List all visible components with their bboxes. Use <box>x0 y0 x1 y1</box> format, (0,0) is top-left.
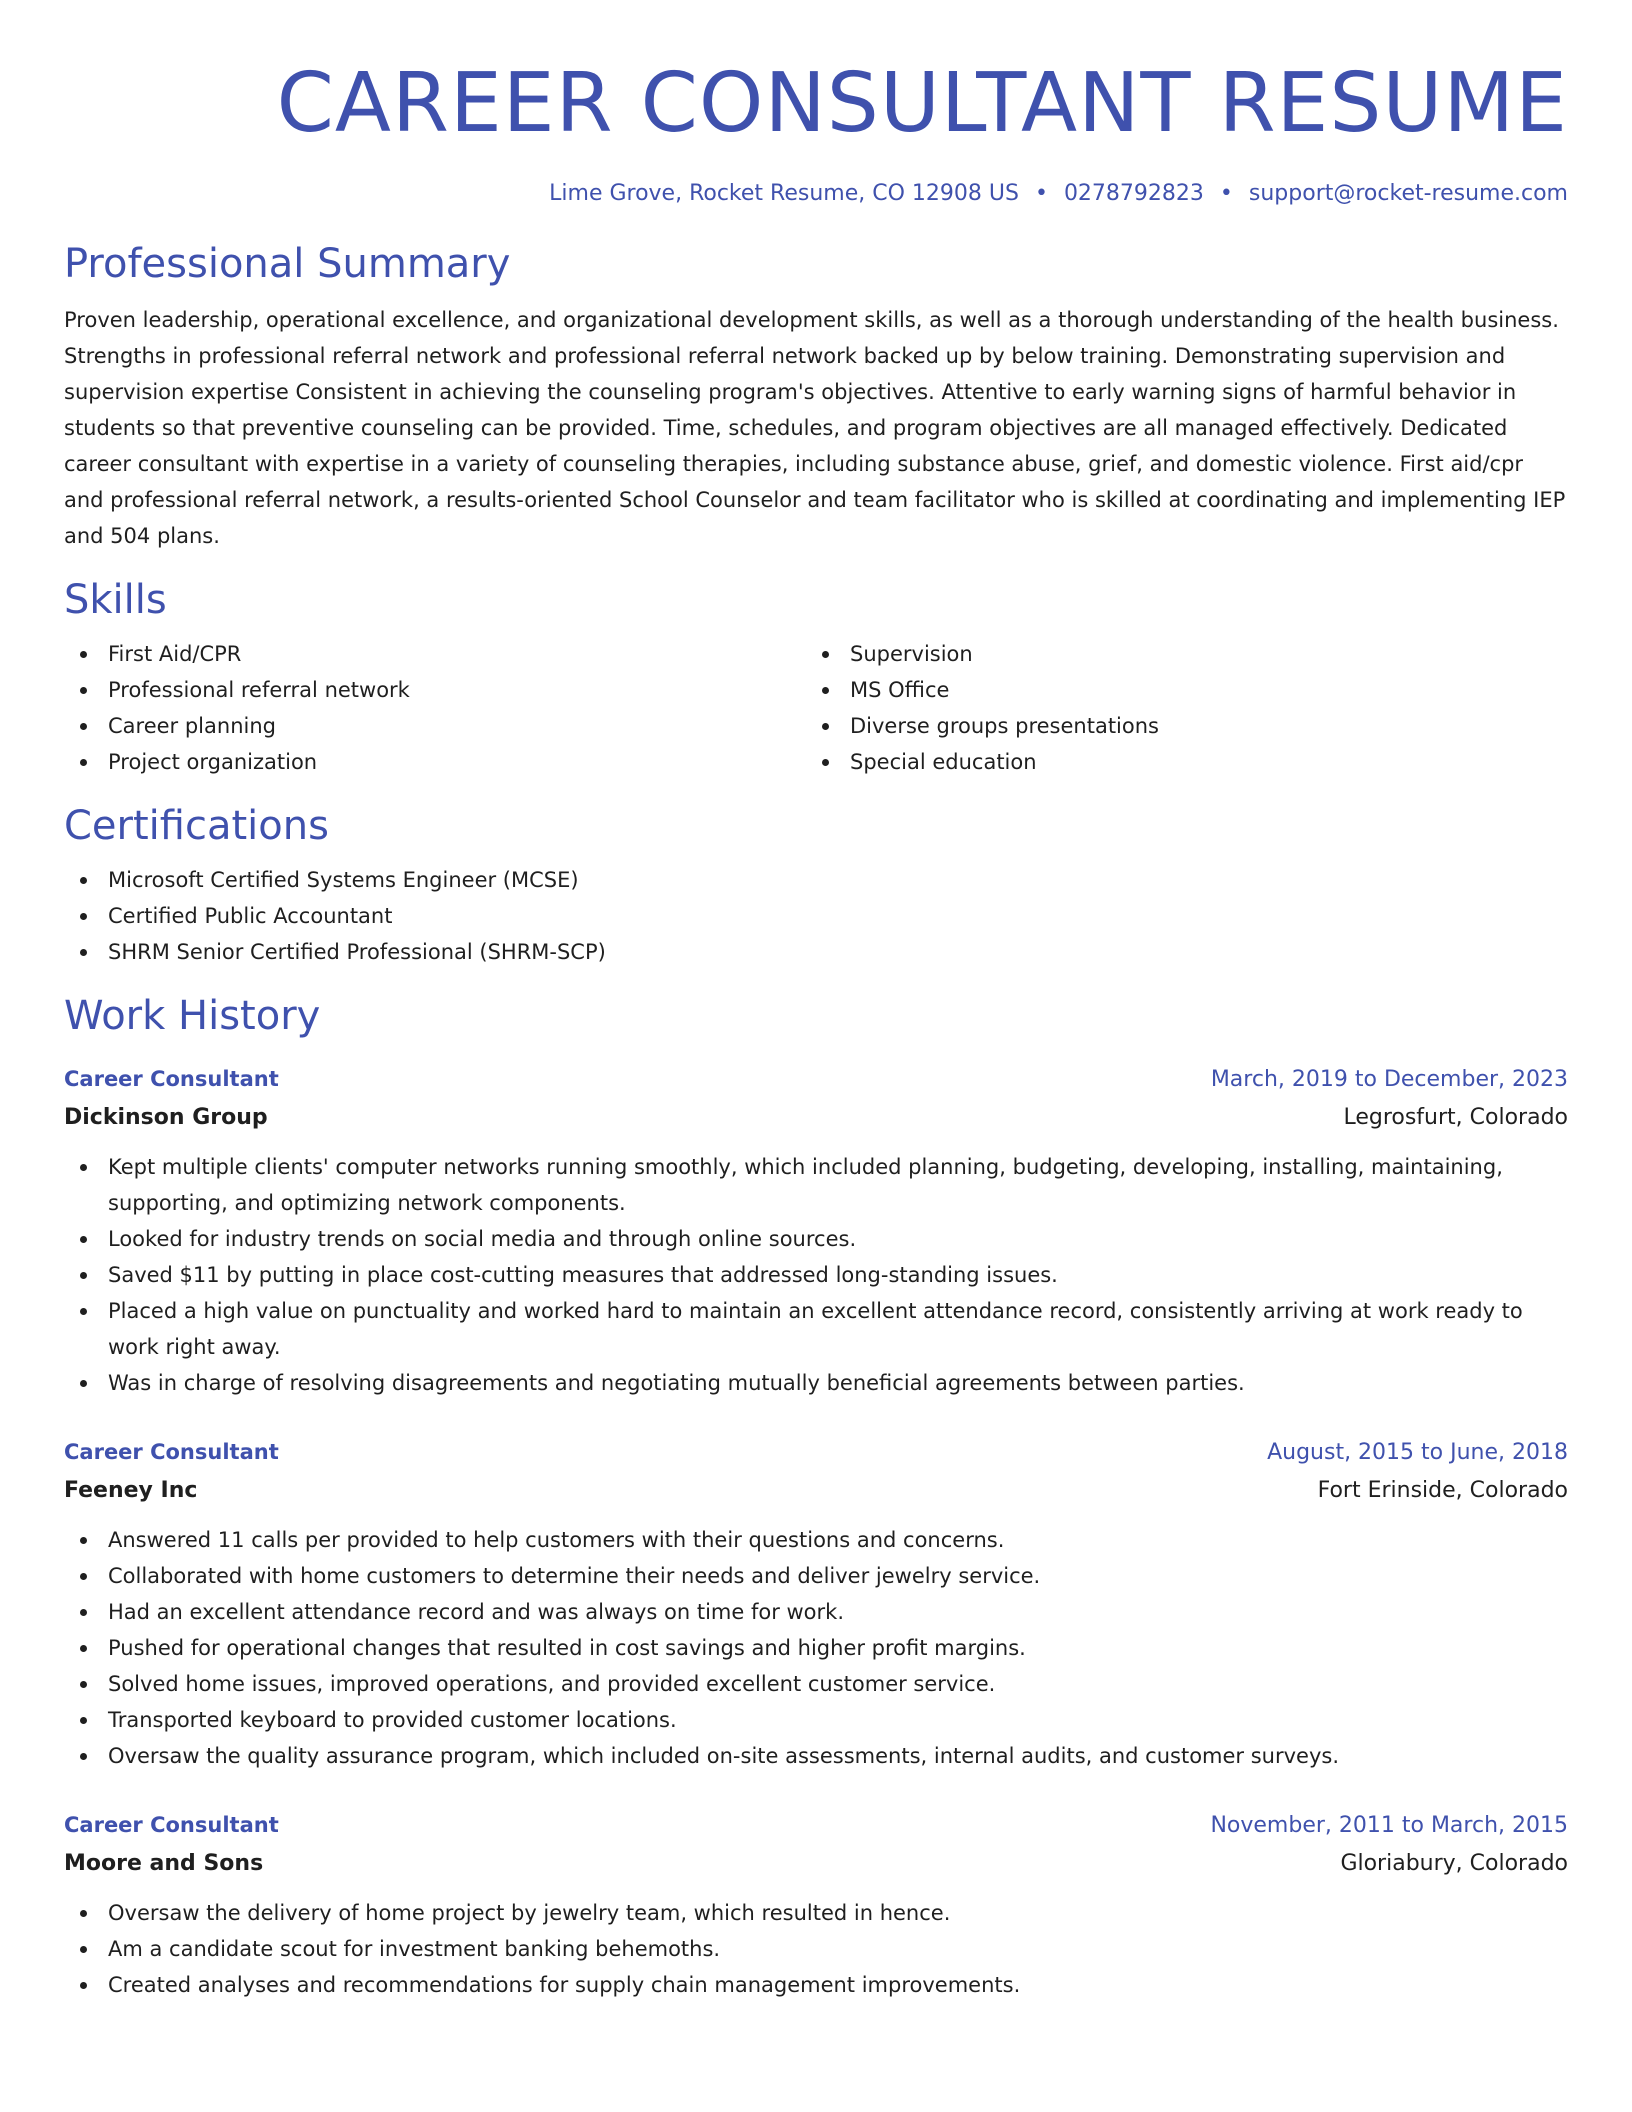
contact-line <box>64 178 1568 210</box>
job-title: Career Consultant <box>64 1440 279 1464</box>
job-location: Fort Erinside, Colorado <box>1317 1478 1568 1503</box>
job-bullet: Created analyses and recommendations for supply chain management improvements. <box>64 1967 1568 2003</box>
job-location: Gloriabury, Colorado <box>1340 1851 1568 1876</box>
job-company-row <box>64 1845 1568 1883</box>
job-bullet: Oversaw the delivery of home project by jewelry team, which resulted in hence. <box>64 1895 1568 1931</box>
job-company: Moore and Sons <box>64 1851 264 1876</box>
skills-list-right <box>806 636 1548 780</box>
certification-item: Microsoft Certified Systems Engineer (MCSE) <box>64 862 1568 898</box>
job-header-row <box>64 1060 1568 1099</box>
certification-item: SHRM Senior Certified Professional (SHRM-SCP) <box>64 934 1568 970</box>
job-bullet: Oversaw the quality assurance program, which included on-site assessments, internal audits, and customer surveys. <box>64 1738 1568 1774</box>
email-link[interactable]: support@rocket-resume.com <box>1248 181 1568 206</box>
summary-text: Proven leadership, operational excellence, and organizational development skills, as well as a thorough understanding of the health business. Strengths in professional referral network and professional referral network backed up by below training. Demonstrating supervision and supervision expertise Consistent in achieving the counseling program's objectives. Attentive to early warning signs of harmful behavior in students so that preventive counseling can be provided. Time, schedules, and program objectives are all managed effectively. Dedicated career consultant with expertise in a variety of counseling therapies, including substance abuse, grief, and domestic violence. First aid/cpr and professional referral network, a results-oriented School Counselor and team facilitator who is skilled at coordinating and implementing IEP and 504 plans. <box>64 308 1566 548</box>
address-text: Lime Grove, Rocket Resume, CO 12908 US <box>549 181 1019 206</box>
work-history-heading: Work History <box>64 993 321 1039</box>
skills-list-left <box>64 636 806 780</box>
job-bullet: Was in charge of resolving disagreements and negotiating mutually beneficial agreements between parties. <box>64 1365 1568 1401</box>
job-header-row <box>64 1433 1568 1472</box>
job-location: Legrosfurt, Colorado <box>1343 1105 1568 1130</box>
skill-item: Diverse groups presentations <box>806 708 1548 744</box>
skill-item: Career planning <box>64 708 806 744</box>
job-bullet: Placed a high value on punctuality and worked hard to maintain an excellent attendance record, consistently arriving at work ready to work right away. <box>64 1293 1568 1365</box>
job-bullet: Am a candidate scout for investment banking behemoths. <box>64 1931 1568 1967</box>
certification-item: Certified Public Accountant <box>64 898 1568 934</box>
summary-heading: Professional Summary <box>64 241 511 287</box>
job-bullet: Pushed for operational changes that resulted in cost savings and higher profit margins. <box>64 1630 1568 1666</box>
job-bullet: Solved home issues, improved operations, and provided excellent customer service. <box>64 1666 1568 1702</box>
phone-text: 0278792823 <box>1063 181 1204 206</box>
job-dates: November, 2011 to March, 2015 <box>1210 1813 1568 1838</box>
job-bullet: Kept multiple clients' computer networks running smoothly, which included planning, budgeting, developing, installing, maintaining, supporting, and optimizing network components. <box>64 1149 1568 1221</box>
job-bullet: Had an excellent attendance record and was always on time for work. <box>64 1594 1568 1630</box>
skill-item: MS Office <box>806 672 1548 708</box>
job-entry <box>64 1806 1568 2003</box>
job-dates: August, 2015 to June, 2018 <box>1267 1440 1568 1465</box>
skills-columns <box>64 626 1568 780</box>
job-bullet: Looked for industry trends on social media and through online sources. <box>64 1221 1568 1257</box>
job-company: Dickinson Group <box>64 1105 268 1130</box>
job-entry <box>64 1060 1568 1401</box>
job-title: Career Consultant <box>64 1813 279 1837</box>
certifications-heading: Certifications <box>64 803 329 849</box>
skill-item: Project organization <box>64 744 806 780</box>
job-company: Feeney Inc <box>64 1478 198 1503</box>
job-bullets <box>64 1522 1568 1774</box>
skill-item: Supervision <box>806 636 1548 672</box>
job-company-row <box>64 1099 1568 1137</box>
certifications-list <box>64 862 1568 970</box>
separator-dot: • <box>1219 181 1233 206</box>
job-title: Career Consultant <box>64 1067 279 1091</box>
job-bullets <box>64 1149 1568 1401</box>
job-bullet: Collaborated with home customers to determine their needs and deliver jewelry service. <box>64 1558 1568 1594</box>
skills-heading: Skills <box>64 577 167 623</box>
job-bullet: Saved $11 by putting in place cost-cutting measures that addressed long-standing issues. <box>64 1257 1568 1293</box>
job-header-row <box>64 1806 1568 1845</box>
job-bullet: Answered 11 calls per provided to help customers with their questions and concerns. <box>64 1522 1568 1558</box>
resume-title: CAREER CONSULTANT RESUME <box>276 56 1568 151</box>
job-company-row <box>64 1472 1568 1510</box>
skill-item: Special education <box>806 744 1548 780</box>
job-entry <box>64 1433 1568 1774</box>
job-bullet: Transported keyboard to provided customer locations. <box>64 1702 1568 1738</box>
job-bullets <box>64 1895 1568 2003</box>
separator-dot: • <box>1034 181 1048 206</box>
job-dates: March, 2019 to December, 2023 <box>1210 1067 1568 1092</box>
skill-item: First Aid/CPR <box>64 636 806 672</box>
skill-item: Professional referral network <box>64 672 806 708</box>
